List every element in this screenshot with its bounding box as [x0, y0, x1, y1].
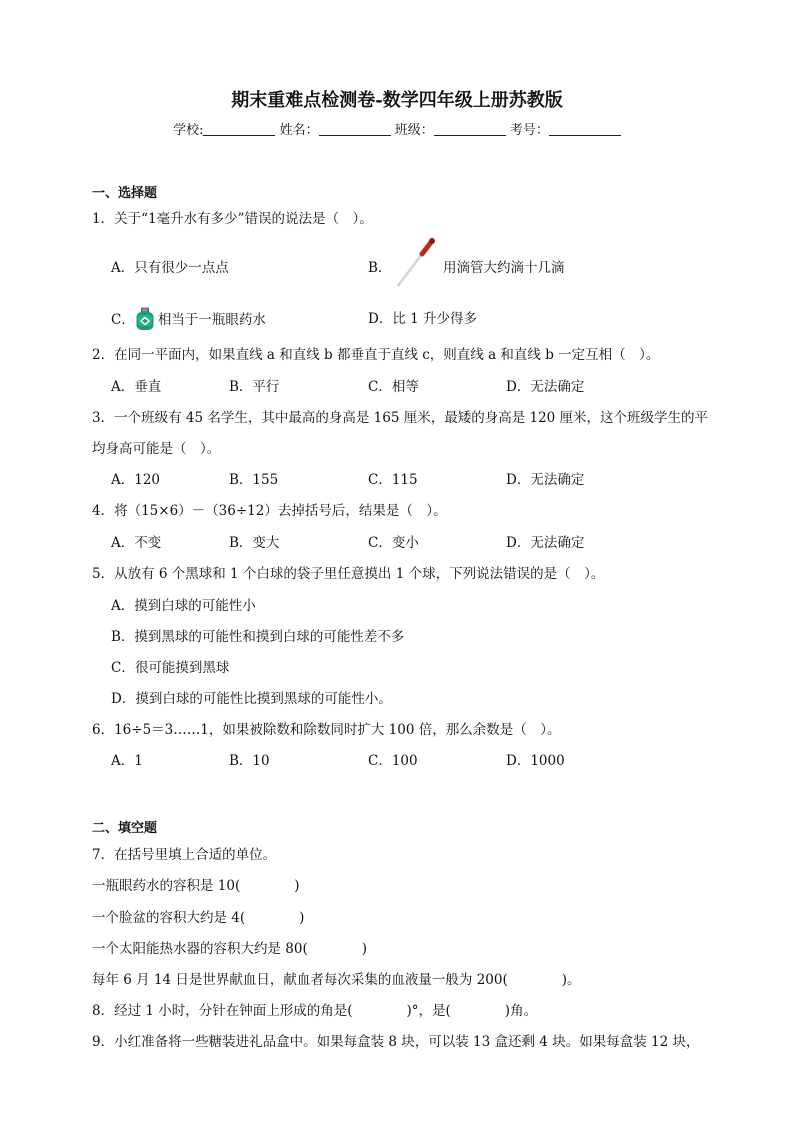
- name-blank[interactable]: [319, 121, 391, 136]
- q3-stem-line2: 均身高可能是（ ）。: [92, 441, 221, 457]
- q6-option-c: C．100: [368, 753, 418, 769]
- q3-stem-line1: 3．一个班级有 45 名学生，其中最高的身高是 165 厘米，最矮的身高是 120 厘米，这个班级学生的平: [92, 410, 709, 426]
- q6-option-a: A．1: [111, 753, 143, 769]
- q1-option-b-label: B．: [368, 260, 392, 276]
- q2-option-b: B．平行: [229, 379, 280, 395]
- q4-option-d: D．无法确定: [506, 535, 585, 551]
- page-title: 期末重难点检测卷-数学四年级上册苏教版: [231, 90, 563, 111]
- q5-option-c: C．很可能摸到黑球: [111, 660, 230, 676]
- q2-option-d: D．无法确定: [506, 379, 585, 395]
- q2-option-a: A．垂直: [111, 379, 162, 395]
- school-label: 学校:: [173, 123, 204, 138]
- q6-stem: 6．16÷5＝3……1，如果被除数和除数同时扩大 100 倍，那么余数是（ ）。: [92, 722, 561, 738]
- q5-option-a: A．摸到白球的可能性小: [111, 598, 256, 614]
- q5-option-b: B．摸到黑球的可能性和摸到白球的可能性差不多: [111, 629, 405, 645]
- q7-line-3: 一个太阳能热水器的容积大约是 80( ): [92, 941, 368, 957]
- exam-number-label: 考号：: [509, 123, 549, 138]
- eye-drop-bottle-icon: [135, 307, 155, 331]
- q1-option-b-text: 用滴管大约滴十几滴: [443, 260, 565, 276]
- q1-option-c-label: C．: [111, 312, 135, 328]
- q5-stem: 5．从放有 6 个黑球和 1 个白球的袋子里任意摸出 1 个球，下列说法错误的是（ ）。: [92, 566, 605, 582]
- exam-info-line: [0, 119, 794, 138]
- q6-option-b: B．10: [229, 753, 270, 769]
- q3-option-a: A．120: [111, 472, 161, 488]
- q4-option-b: B．变大: [229, 535, 280, 551]
- school-blank[interactable]: [203, 121, 275, 136]
- class-blank[interactable]: [434, 121, 506, 136]
- q3-option-d: D．无法确定: [506, 472, 585, 488]
- q2-option-c: C．相等: [368, 379, 419, 395]
- q6-option-d: D．1000: [506, 753, 565, 769]
- q2-stem: 2．在同一平面内，如果直线 a 和直线 b 都垂直于直线 c，则直线 a 和直线 b 一定互相（ ）。: [92, 347, 660, 363]
- class-label: 班级：: [394, 123, 434, 138]
- q1-option-a: A．只有很少一点点: [111, 260, 229, 276]
- exam-number-blank[interactable]: [549, 121, 621, 136]
- dropper-icon: [392, 236, 440, 290]
- q1-option-d: D．比 1 升少得多: [368, 311, 477, 327]
- q7-line-2: 一个脸盆的容积大约是 4( ): [92, 910, 305, 926]
- q1-stem: 1．关于“1毫升水有多少”错误的说法是（ ）。: [92, 211, 373, 227]
- section-choice-heading: 一、选择题: [92, 186, 158, 201]
- q4-stem: 4．将（15×6）－（36÷12）去掉括号后，结果是（ ）。: [92, 503, 447, 519]
- q1-option-c: [111, 307, 266, 331]
- q8-stem: 8．经过 1 小时，分针在钟面上形成的角是( )°，是( )角。: [92, 1003, 538, 1019]
- name-label: 姓名：: [279, 123, 319, 138]
- q7-line-4: 每年 6 月 14 日是世界献血日，献血者每次采集的血液量一般为 200( )。: [92, 972, 581, 988]
- q3-option-c: C．115: [368, 472, 418, 488]
- q1-option-c-text: 相当于一瓶眼药水: [157, 312, 266, 328]
- q4-option-a: A．不变: [111, 535, 162, 551]
- q9-stem: 9．小红准备将一些糖装进礼品盒中。如果每盒装 8 块，可以装 13 盒还剩 4 块。如果每盒装 12 块，: [92, 1034, 700, 1050]
- q5-option-d: D．摸到白球的可能性比摸到黑球的可能性小。: [111, 691, 392, 707]
- q7-stem: 7．在括号里填上合适的单位。: [92, 847, 277, 863]
- q7-line-1: 一瓶眼药水的容积是 10( ): [92, 878, 300, 894]
- q3-option-b: B．155: [229, 472, 279, 488]
- q4-option-c: C．变小: [368, 535, 419, 551]
- section-fill-heading: 二、填空题: [92, 821, 158, 836]
